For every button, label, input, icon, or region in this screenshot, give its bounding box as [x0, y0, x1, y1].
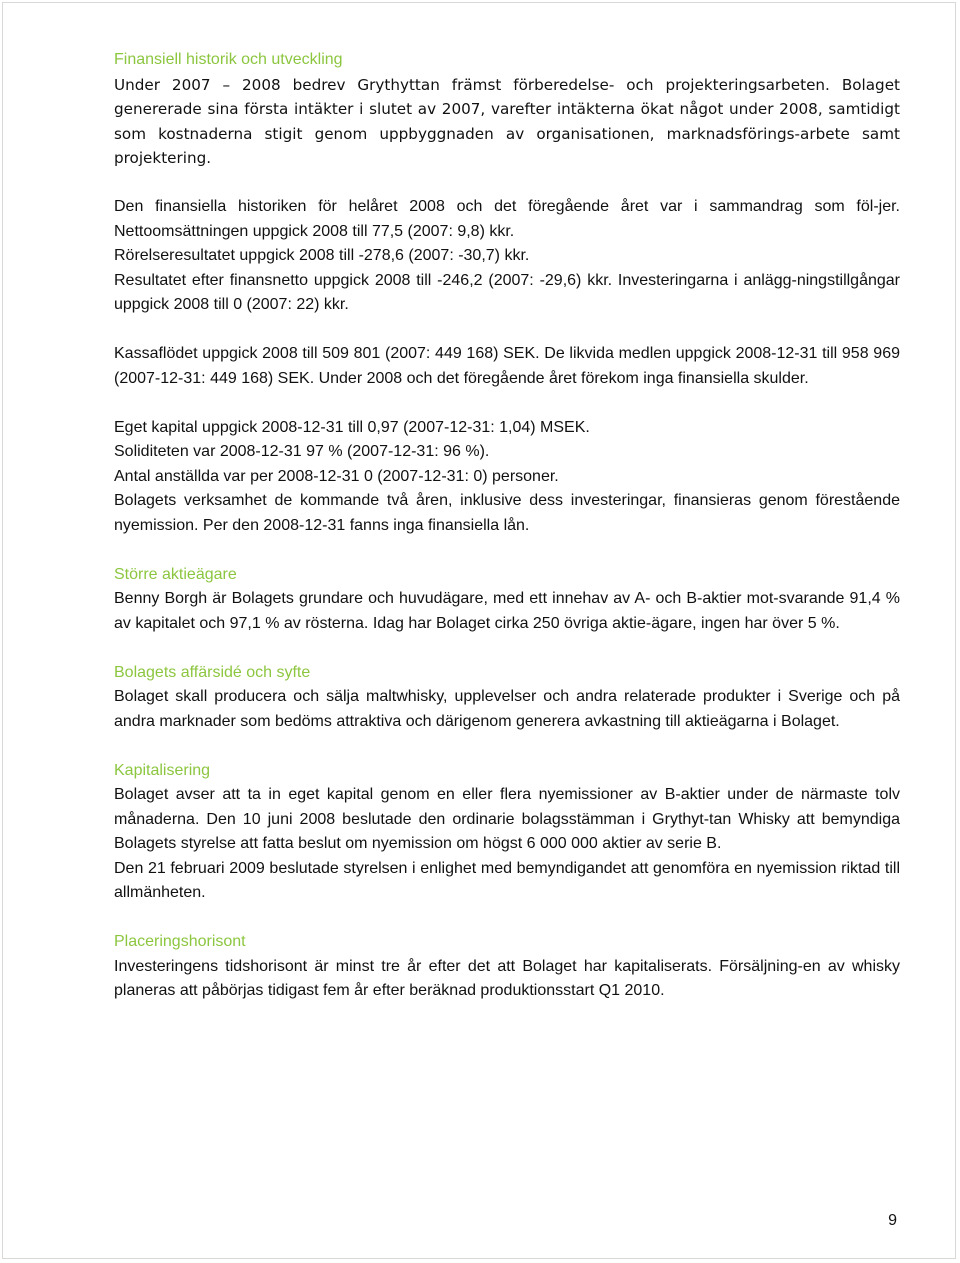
section-heading: Finansiell historik och utveckling	[114, 51, 343, 68]
section-financial-history	[114, 48, 900, 538]
document-body	[114, 48, 900, 1028]
paragraph: Kassaflödet uppgick 2008 till 509 801 (2007: 449 168) SEK. De likvida medlen uppgick 2008-12-31 till 958 969 (2007-12-31: 449 168) SEK. Under 2008 och det föregående året förekom inga finansiella skulder.	[114, 345, 900, 387]
page-number: 9	[888, 1212, 897, 1229]
section-major-shareholders	[114, 563, 900, 637]
paragraph: Eget kapital uppgick 2008-12-31 till 0,97 (2007-12-31: 1,04) MSEK.	[114, 418, 590, 436]
paragraph: Investeringens tidshorisont är minst tre år efter det att Bolaget har kapitaliserats. Försäljning-en av whisky planeras att påbörjas tidigast fem år efter beräknad produktionsstart Q1 2010.	[114, 957, 900, 999]
paragraph: Rörelseresultatet uppgick 2008 till -278,6 (2007: -30,7) kkr.	[114, 247, 530, 264]
paragraph: Bolagets verksamhet de kommande två åren, inklusive dess investeringar, finansieras genom förestående nyemission. Per den 2008-12-31 fanns inga finansiella lån.	[114, 492, 900, 534]
section-heading: Större aktieägare	[114, 565, 237, 583]
paragraph: Benny Borgh är Bolagets grundare och huvudägare, med ett innehav av A- och B-aktier mot-svarande 91,4 % av kapitalet och 97,1 % av rösterna. Idag har Bolaget cirka 250 övriga aktie-ägare, ingen har över 5 %.	[114, 590, 900, 632]
section-heading: Placeringshorisont	[114, 933, 246, 950]
paragraph: Under 2007 – 2008 bedrev Grythyttan främst förberedelse- och projekteringsarbeten. Bolaget genererade sina första intäkter i slutet av 2007, varefter intäkterna ökat något under 2008, samtidigt som kostnaderna stigit genom uppbyggnaden av organisationen, marknadsförings-arbete samt projektering.	[114, 75, 900, 167]
paragraph: Bolaget avser att ta in eget kapital genom en eller flera nyemissioner av B-aktier under de närmaste tolv månaderna. Den 10 juni 2008 beslutade den ordinarie bolagsstämman i Grythyt-tan Whisky att bemyndiga Bolagets styrelse att fatta beslut om nyemission om högst 6 000 000 aktier av serie B.	[114, 786, 900, 852]
paragraph: Soliditeten var 2008-12-31 97 % (2007-12-31: 96 %).	[114, 443, 490, 460]
paragraph: Bolaget skall producera och sälja maltwhisky, upplevelser och andra relaterade produkter i Sverige och på andra marknader som bedöms attraktiva och därigenom generera avkastning till aktieägarna i Bolaget.	[114, 688, 900, 730]
section-investment-horizon	[114, 930, 900, 1004]
section-heading: Bolagets affärsidé och syfte	[114, 663, 311, 681]
section-heading: Kapitalisering	[114, 761, 211, 779]
section-capitalization	[114, 759, 900, 906]
paragraph: Den 21 februari 2009 beslutade styrelsen i enlighet med bemyndigandet att genomföra en nyemission riktad till allmänheten.	[114, 859, 900, 901]
paragraph: Den finansiella historiken för helåret 2008 och det föregående året var i sammandrag som föl-jer. Nettoomsättningen uppgick 2008 till 77,5 (2007: 9,8) kkr.	[114, 198, 900, 240]
paragraph: Antal anställda var per 2008-12-31 0 (2007-12-31: 0) personer.	[114, 467, 559, 485]
paragraph: Resultatet efter finansnetto uppgick 2008 till -246,2 (2007: -29,6) kkr. Investeringarna i anlägg-ningstillgångar uppgick 2008 till 0 (2007: 22) kkr.	[114, 271, 900, 313]
section-business-idea	[114, 661, 900, 735]
